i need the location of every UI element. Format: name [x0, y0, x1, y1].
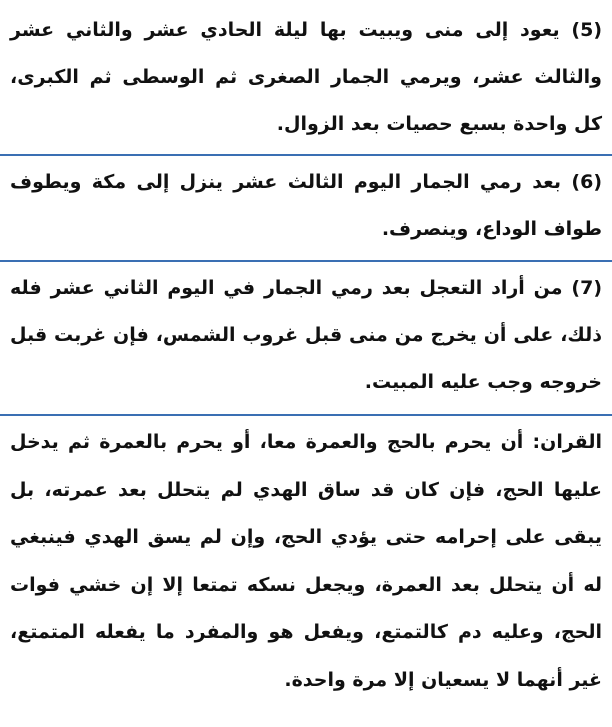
- paragraph-text: من أراد التعجل بعد رمي الجمار في اليوم الثاني عشر فله ذلك، على أن يخرج من منى قبل غروب الشمس، فإن غربت قبل خروجه وجب عليه المبيت.: [10, 277, 602, 393]
- section-divider: [0, 260, 612, 262]
- step-number: (7): [571, 277, 602, 299]
- section-divider: [0, 154, 612, 156]
- step-number: (6): [571, 171, 602, 193]
- paragraph-text: يعود إلى منى ويبيت بها ليلة الحادي عشر والثاني عشر والثالث عشر، ويرمي الجمار الصغرى ثم الوسطى ثم الكبرى، كل واحدة بسبع حصيات بعد الزوال.: [10, 19, 602, 135]
- paragraph-qiran: القران: أن يحرم بالحج والعمرة معا، أو يحرم بالعمرة ثم يدخل عليها الحج، فإن كان قد ساق الهدي لم يتحلل بعد عمرته، بل يبقى على إحرامه حتى يؤدي الحج، وإن لم يسق الهدي فينبغي له أن يتحلل بعد العمرة، ويجعل نسكه تمتعا إلا إن خشي فوات الحج، وعليه دم كالتمتع، ويفعل هو والمفرد ما يفعله المتمتع، غير أنهما لا يسعيان إلا مرة واحدة.: [10, 431, 602, 691]
- paragraph-step-5: [10, 7, 602, 148]
- section-divider: [0, 414, 612, 416]
- step-number: (5): [571, 19, 602, 41]
- paragraph-text: بعد رمي الجمار اليوم الثالث عشر ينزل إلى مكة ويطوف طواف الوداع، وينصرف.: [10, 171, 602, 240]
- paragraph-step-7: [10, 265, 602, 406]
- paragraph-step-6: [10, 159, 602, 253]
